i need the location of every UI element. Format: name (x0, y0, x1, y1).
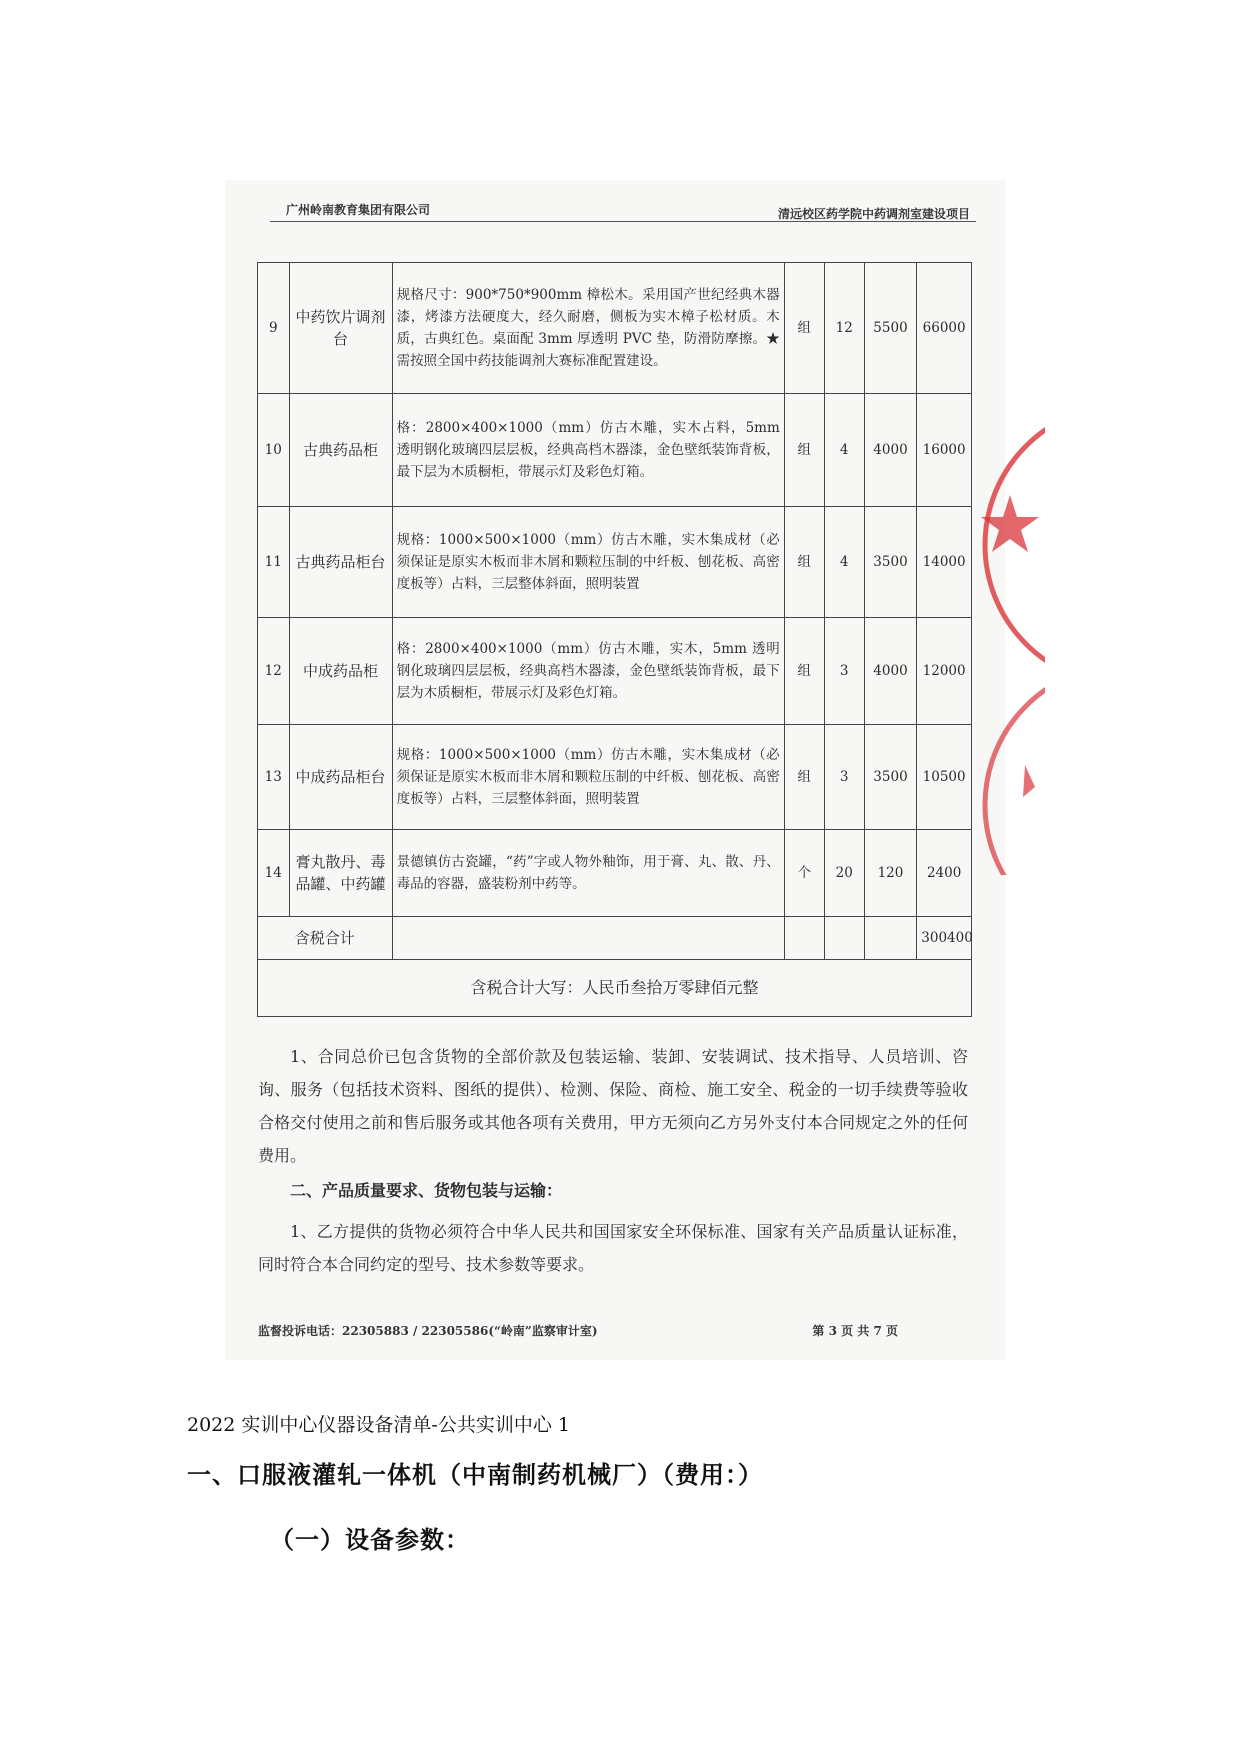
item-spec: 规格尺寸：900*750*900mm 樟松木。采用国产世纪经典木器漆，烤漆方法硬度大，经久耐磨，侧板为实木樟子松材质。木质，古典红色。桌面配 3mm 厚透明 PVC 垫，防滑防摩擦。★需按照全国中药技能调剂大赛标准配置建设。 (392, 263, 784, 394)
item-qty: 3 (824, 618, 864, 725)
item-price: 4000 (864, 394, 917, 507)
item-total: 16000 (917, 394, 972, 507)
scan-header (270, 199, 976, 222)
header-project: 清远校区药学院中药调剂室建设项目 (777, 207, 970, 221)
item-price: 4000 (864, 618, 917, 725)
item-name: 古典药品柜 (289, 394, 392, 507)
table-row (258, 507, 972, 618)
equipment-table (257, 262, 972, 1017)
row-number: 13 (258, 725, 290, 830)
capital-amount: 含税合计大写：人民币叁拾万零肆佰元整 (258, 960, 972, 1017)
capital-row (258, 960, 972, 1017)
row-number: 12 (258, 618, 290, 725)
row-number: 14 (258, 830, 290, 917)
contract-section-2-heading: 二、产品质量要求、货物包装与运输： (290, 1181, 563, 1200)
item-name: 古典药品柜台 (289, 507, 392, 618)
table-row (258, 394, 972, 507)
row-number: 11 (258, 507, 290, 618)
item-total: 10500 (917, 725, 972, 830)
item-spec: 景德镇仿古瓷罐，“药”字或人物外釉饰，用于膏、丸、散、丹、毒品的容器，盛装粉剂中药等。 (392, 830, 784, 917)
subsection-heading: （一）设备参数： (270, 1525, 470, 1554)
section-heading-1: 一、口服液灌轧一体机（中南制药机械厂）（费用：） (187, 1460, 763, 1489)
item-qty: 12 (824, 263, 864, 394)
item-unit: 个 (784, 830, 824, 917)
item-spec: 格：2800×400×1000（mm）仿古木雕，实木，5mm 透明钢化玻璃四层层板，经典高档木器漆，金色壁纸装饰背板，最下层为木质橱柜，带展示灯及彩色灯箱。 (392, 618, 784, 725)
item-unit: 组 (784, 263, 824, 394)
table-row (258, 725, 972, 830)
footer-page-number: 第 3 页 共 7 页 (812, 1324, 898, 1338)
item-total: 14000 (917, 507, 972, 618)
item-name: 中药饮片调剂台 (289, 263, 392, 394)
item-unit: 组 (784, 394, 824, 507)
item-qty: 4 (824, 507, 864, 618)
table-row (258, 263, 972, 394)
sum-label: 含税合计 (258, 917, 393, 960)
item-total: 66000 (917, 263, 972, 394)
item-unit: 组 (784, 725, 824, 830)
footer-complaint-phone: 监督投诉电话：22305883 / 22305586(“岭南”监察审计室) (258, 1324, 598, 1338)
item-qty: 3 (824, 725, 864, 830)
contract-paragraph-1: 1、合同总价已包含货物的全部价款及包装运输、装卸、安装调试、技术指导、人员培训、咨询、服务（包括技术资料、图纸的提供）、检测、保险、商检、施工安全、税金的一切手续费等验收合格交付使用之前和售后服务或其他各项有关费用，甲方无须向乙方另外支付本合同规定之外的任何费用。 (258, 1047, 968, 1165)
item-unit: 组 (784, 507, 824, 618)
item-spec: 规格：1000×500×1000（mm）仿古木雕，实木集成材（必须保证是原实木板而非木屑和颗粒压制的中纤板、刨花板、高密度板等）占料，三层整体斜面，照明装置 (392, 725, 784, 830)
item-qty: 4 (824, 394, 864, 507)
red-seal-stamp (975, 425, 1045, 875)
item-name: 中成药品柜 (289, 618, 392, 725)
document-line: 2022 实训中心仪器设备清单-公共实训中心 1 (187, 1414, 570, 1436)
sum-total: 300400 (917, 917, 972, 960)
scan-footer (258, 1322, 898, 1339)
item-price: 120 (864, 830, 917, 917)
item-total: 2400 (917, 830, 972, 917)
item-price: 3500 (864, 725, 917, 830)
item-spec: 格：2800×400×1000（mm）仿古木雕，实木占料，5mm 透明钢化玻璃四层层板，经典高档木器漆，金色壁纸装饰背板，最下层为木质橱柜，带展示灯及彩色灯箱。 (392, 394, 784, 507)
item-price: 3500 (864, 507, 917, 618)
sum-row (258, 917, 972, 960)
item-name: 膏丸散丹、毒品罐、中药罐 (289, 830, 392, 917)
item-price: 5500 (864, 263, 917, 394)
item-name: 中成药品柜台 (289, 725, 392, 830)
item-spec: 规格：1000×500×1000（mm）仿古木雕，实木集成材（必须保证是原实木板而非木屑和颗粒压制的中纤板、刨花板、高密度板等）占料，三层整体斜面，照明装置 (392, 507, 784, 618)
table-row (258, 618, 972, 725)
row-number: 9 (258, 263, 290, 394)
header-company: 广州岭南教育集团有限公司 (286, 203, 431, 217)
item-total: 12000 (917, 618, 972, 725)
table-row (258, 830, 972, 917)
row-number: 10 (258, 394, 290, 507)
item-unit: 组 (784, 618, 824, 725)
contract-paragraph-2: 1、乙方提供的货物必须符合中华人民共和国国家安全环保标准、国家有关产品质量认证标准，同时符合本合同约定的型号、技术参数等要求。 (258, 1222, 968, 1274)
item-qty: 20 (824, 830, 864, 917)
